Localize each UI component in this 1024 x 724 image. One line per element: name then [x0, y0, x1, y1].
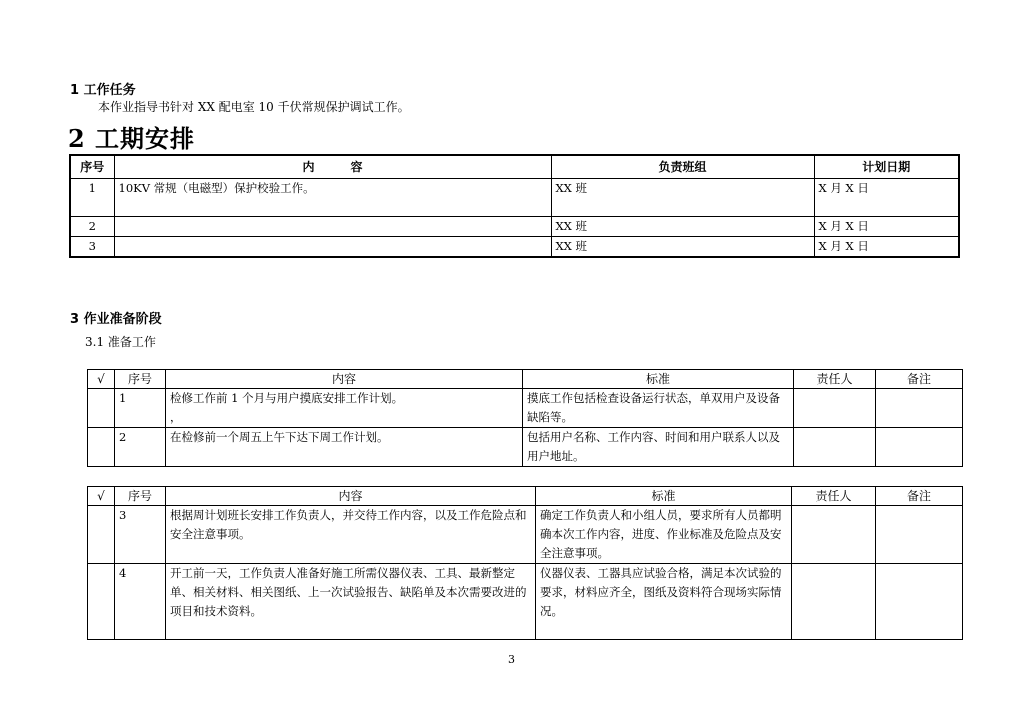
- col-header-content: 内容: [166, 487, 536, 506]
- table-row: [88, 389, 963, 428]
- cell-index: 1: [115, 389, 166, 428]
- cell-check[interactable]: [88, 564, 115, 640]
- cell-content: 10KV 常规（电磁型）保护校验工作。: [114, 179, 551, 217]
- cell-content: [114, 237, 551, 258]
- cell-remarks: [876, 564, 963, 640]
- col-header-index: 序号: [115, 487, 166, 506]
- cell-index: 4: [115, 564, 166, 640]
- col-header-standard: 标准: [523, 370, 794, 389]
- cell-team: XX 班: [551, 237, 814, 258]
- table-row: [88, 564, 963, 640]
- table-row: [88, 428, 963, 467]
- page-number: 3: [508, 653, 515, 666]
- col-header-team: 负责班组: [551, 155, 814, 179]
- cell-standard: 仪器仪表、工器具应试验合格，满足本次试验的要求，材料应齐全，图纸及资料符合现场实际情况。: [536, 564, 792, 640]
- cell-content: 检修工作前 1 个月与用户摸底安排工作计划。 ，: [166, 389, 523, 428]
- cell-content: 开工前一天，工作负责人准备好施工所需仪器仪表、工具、最新整定单、相关材料、相关图纸、上一次试验报告、缺陷单及本次需要改进的项目和技术资料。: [166, 564, 536, 640]
- cell-team: XX 班: [551, 179, 814, 217]
- section-2-heading: 2 工期安排: [68, 124, 196, 153]
- table-row: [70, 237, 959, 258]
- cell-index: 1: [70, 179, 114, 217]
- cell-check[interactable]: [88, 389, 115, 428]
- cell-check[interactable]: [88, 428, 115, 467]
- section-3-heading: 3 作业准备阶段: [70, 312, 162, 327]
- cell-index: 2: [115, 428, 166, 467]
- table-row: [88, 506, 963, 564]
- prep-table-b-header-row: [88, 487, 963, 506]
- cell-index: 3: [70, 237, 114, 258]
- cell-content: 根据周计划班长安排工作负责人，并交待工作内容，以及工作危险点和安全注意事项。: [166, 506, 536, 564]
- table-row: [70, 217, 959, 237]
- cell-standard: 确定工作负责人和小组人员，要求所有人员都明确本次工作内容，进度、作业标准及危险点及安全注意事项。: [536, 506, 792, 564]
- col-header-check: √: [88, 487, 115, 506]
- cell-date: X 月 X 日: [814, 179, 959, 217]
- section-1-heading: 1 工作任务: [70, 83, 136, 98]
- col-header-owner: 责任人: [792, 487, 876, 506]
- cell-owner: [792, 564, 876, 640]
- col-header-index: 序号: [70, 155, 114, 179]
- schedule-table-header-row: [70, 155, 959, 179]
- col-header-check: √: [88, 370, 115, 389]
- col-header-remarks: 备注: [876, 487, 963, 506]
- cell-check[interactable]: [88, 506, 115, 564]
- cell-date: X 月 X 日: [814, 217, 959, 237]
- col-header-content: 内 容: [114, 155, 551, 179]
- cell-standard: 包括用户名称、工作内容、时间和用户联系人以及用户地址。: [523, 428, 794, 467]
- col-header-standard: 标准: [536, 487, 792, 506]
- cell-remarks: [876, 506, 963, 564]
- schedule-table: [69, 154, 960, 258]
- col-header-owner: 责任人: [794, 370, 876, 389]
- prep-table-b: [87, 486, 963, 640]
- cell-owner: [794, 428, 876, 467]
- cell-content: [114, 217, 551, 237]
- cell-owner: [794, 389, 876, 428]
- col-header-index: 序号: [115, 370, 166, 389]
- col-header-content: 内容: [166, 370, 523, 389]
- cell-team: XX 班: [551, 217, 814, 237]
- section-1-text: 本作业指导书针对 XX 配电室 10 千伏常规保护调试工作。: [98, 100, 410, 114]
- cell-content: 在检修前一个周五上午下达下周工作计划。: [166, 428, 523, 467]
- col-header-remarks: 备注: [876, 370, 963, 389]
- cell-standard: 摸底工作包括检查设备运行状态，单双用户及设备缺陷等。: [523, 389, 794, 428]
- cell-date: X 月 X 日: [814, 237, 959, 258]
- cell-owner: [792, 506, 876, 564]
- col-header-date: 计划日期: [814, 155, 959, 179]
- section-3-1-subheading: 3.1 准备工作: [85, 335, 156, 349]
- cell-index: 3: [115, 506, 166, 564]
- table-row: [70, 179, 959, 217]
- cell-remarks: [876, 389, 963, 428]
- cell-index: 2: [70, 217, 114, 237]
- prep-table-a: [87, 369, 963, 467]
- prep-table-a-header-row: [88, 370, 963, 389]
- cell-remarks: [876, 428, 963, 467]
